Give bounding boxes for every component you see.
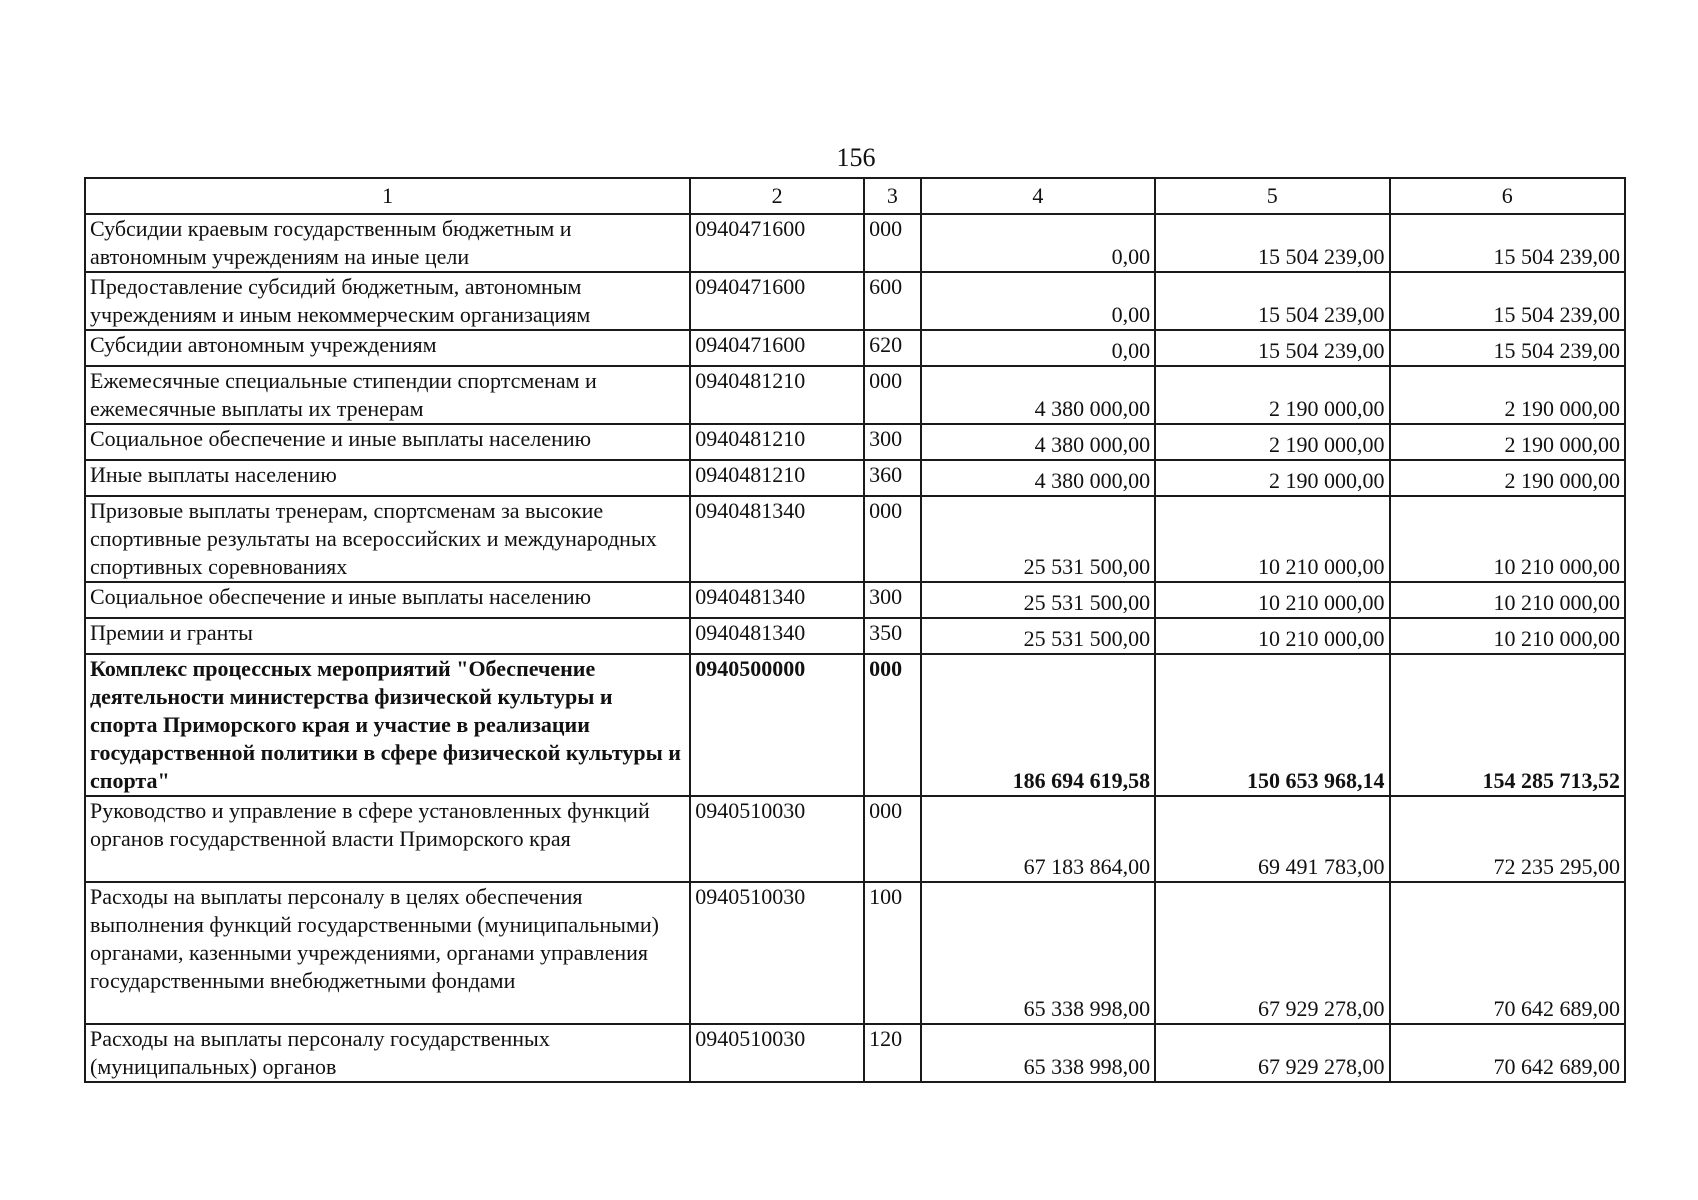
row-value-4: 65 338 998,00 [921,1024,1155,1082]
table-row [85,882,1625,1024]
row-type: 600 [864,272,921,330]
row-name: Субсидии краевым государственным бюджетным и автономным учреждениям на иные цели [85,214,690,272]
row-code: 0940471600 [690,272,864,330]
row-value-6: 15 504 239,00 [1390,214,1626,272]
row-name: Комплекс процессных мероприятий "Обеспечение деятельности министерства физической культуры и спорта Приморского края и участие в реализации государственной политики в сфере физической культуры и спорта" [85,654,690,796]
row-type: 300 [864,424,921,460]
row-code: 0940481340 [690,582,864,618]
row-value-6: 70 642 689,00 [1390,882,1626,1024]
row-value-4: 186 694 619,58 [921,654,1155,796]
row-value-6: 72 235 295,00 [1390,796,1626,882]
table-header-row [85,178,1625,214]
row-type: 300 [864,582,921,618]
row-type: 620 [864,330,921,366]
row-value-5: 67 929 278,00 [1155,1024,1389,1082]
row-type: 000 [864,214,921,272]
row-code: 0940481210 [690,424,864,460]
row-code: 0940500000 [690,654,864,796]
row-value-6: 10 210 000,00 [1390,618,1626,654]
row-value-6: 2 190 000,00 [1390,366,1626,424]
row-name: Призовые выплаты тренерам, спортсменам за высокие спортивные результаты на всероссийских и международных спортивных соревнованиях [85,496,690,582]
column-header: 4 [921,178,1155,214]
row-name: Иные выплаты населению [85,460,690,496]
row-value-5: 10 210 000,00 [1155,496,1389,582]
row-type: 120 [864,1024,921,1082]
row-value-5: 15 504 239,00 [1155,214,1389,272]
row-type: 000 [864,366,921,424]
row-value-6: 15 504 239,00 [1390,330,1626,366]
row-value-4: 25 531 500,00 [921,582,1155,618]
row-value-4: 25 531 500,00 [921,496,1155,582]
row-value-6: 154 285 713,52 [1390,654,1626,796]
row-value-6: 15 504 239,00 [1390,272,1626,330]
row-value-4: 0,00 [921,272,1155,330]
row-name: Субсидии автономным учреждениям [85,330,690,366]
row-type: 350 [864,618,921,654]
row-name: Премии и гранты [85,618,690,654]
table-row [85,1024,1625,1082]
table-row [85,582,1625,618]
column-header: 1 [85,178,690,214]
row-code: 0940481340 [690,618,864,654]
row-code: 0940510030 [690,1024,864,1082]
row-name: Руководство и управление в сфере установленных функций органов государственной власти Приморского края [85,796,690,882]
row-name: Социальное обеспечение и иные выплаты населению [85,424,690,460]
row-type: 000 [864,496,921,582]
table-row [85,366,1625,424]
row-value-6: 10 210 000,00 [1390,582,1626,618]
row-name: Расходы на выплаты персоналу в целях обеспечения выполнения функций государственными (муниципальными) органами, казенными учреждениями, органами управления государственными внебюджетными фондами [85,882,690,1024]
row-code: 0940481210 [690,460,864,496]
row-value-4: 67 183 864,00 [921,796,1155,882]
row-value-6: 2 190 000,00 [1390,460,1626,496]
table-row [85,654,1625,796]
row-name: Ежемесячные специальные стипендии спортсменам и ежемесячные выплаты их тренерам [85,366,690,424]
column-header: 2 [690,178,864,214]
row-code: 0940481210 [690,366,864,424]
row-value-4: 0,00 [921,330,1155,366]
row-value-6: 70 642 689,00 [1390,1024,1626,1082]
budget-table [84,177,1626,1083]
row-code: 0940510030 [690,796,864,882]
table-row [85,496,1625,582]
row-value-5: 2 190 000,00 [1155,424,1389,460]
row-value-4: 25 531 500,00 [921,618,1155,654]
row-type: 360 [864,460,921,496]
row-value-5: 67 929 278,00 [1155,882,1389,1024]
row-value-4: 4 380 000,00 [921,460,1155,496]
row-value-6: 10 210 000,00 [1390,496,1626,582]
row-code: 0940471600 [690,214,864,272]
row-value-4: 4 380 000,00 [921,424,1155,460]
row-value-5: 10 210 000,00 [1155,582,1389,618]
table-row [85,796,1625,882]
row-code: 0940510030 [690,882,864,1024]
row-value-5: 150 653 968,14 [1155,654,1389,796]
row-value-4: 65 338 998,00 [921,882,1155,1024]
row-value-6: 2 190 000,00 [1390,424,1626,460]
row-value-5: 2 190 000,00 [1155,460,1389,496]
row-type: 100 [864,882,921,1024]
table-row [85,424,1625,460]
row-name: Социальное обеспечение и иные выплаты населению [85,582,690,618]
page-number: 156 [836,143,876,172]
row-value-5: 2 190 000,00 [1155,366,1389,424]
table-row [85,272,1625,330]
row-value-5: 69 491 783,00 [1155,796,1389,882]
row-value-4: 4 380 000,00 [921,366,1155,424]
row-value-5: 10 210 000,00 [1155,618,1389,654]
row-value-5: 15 504 239,00 [1155,272,1389,330]
row-code: 0940481340 [690,496,864,582]
column-header: 5 [1155,178,1389,214]
table-row [85,460,1625,496]
column-header: 6 [1390,178,1626,214]
table-row [85,618,1625,654]
row-value-5: 15 504 239,00 [1155,330,1389,366]
table-row [85,214,1625,272]
row-type: 000 [864,796,921,882]
row-name: Предоставление субсидий бюджетным, автономным учреждениям и иным некоммерческим организациям [85,272,690,330]
row-value-4: 0,00 [921,214,1155,272]
table-row [85,330,1625,366]
column-header: 3 [864,178,921,214]
row-type: 000 [864,654,921,796]
row-code: 0940471600 [690,330,864,366]
row-name: Расходы на выплаты персоналу государственных (муниципальных) органов [85,1024,690,1082]
